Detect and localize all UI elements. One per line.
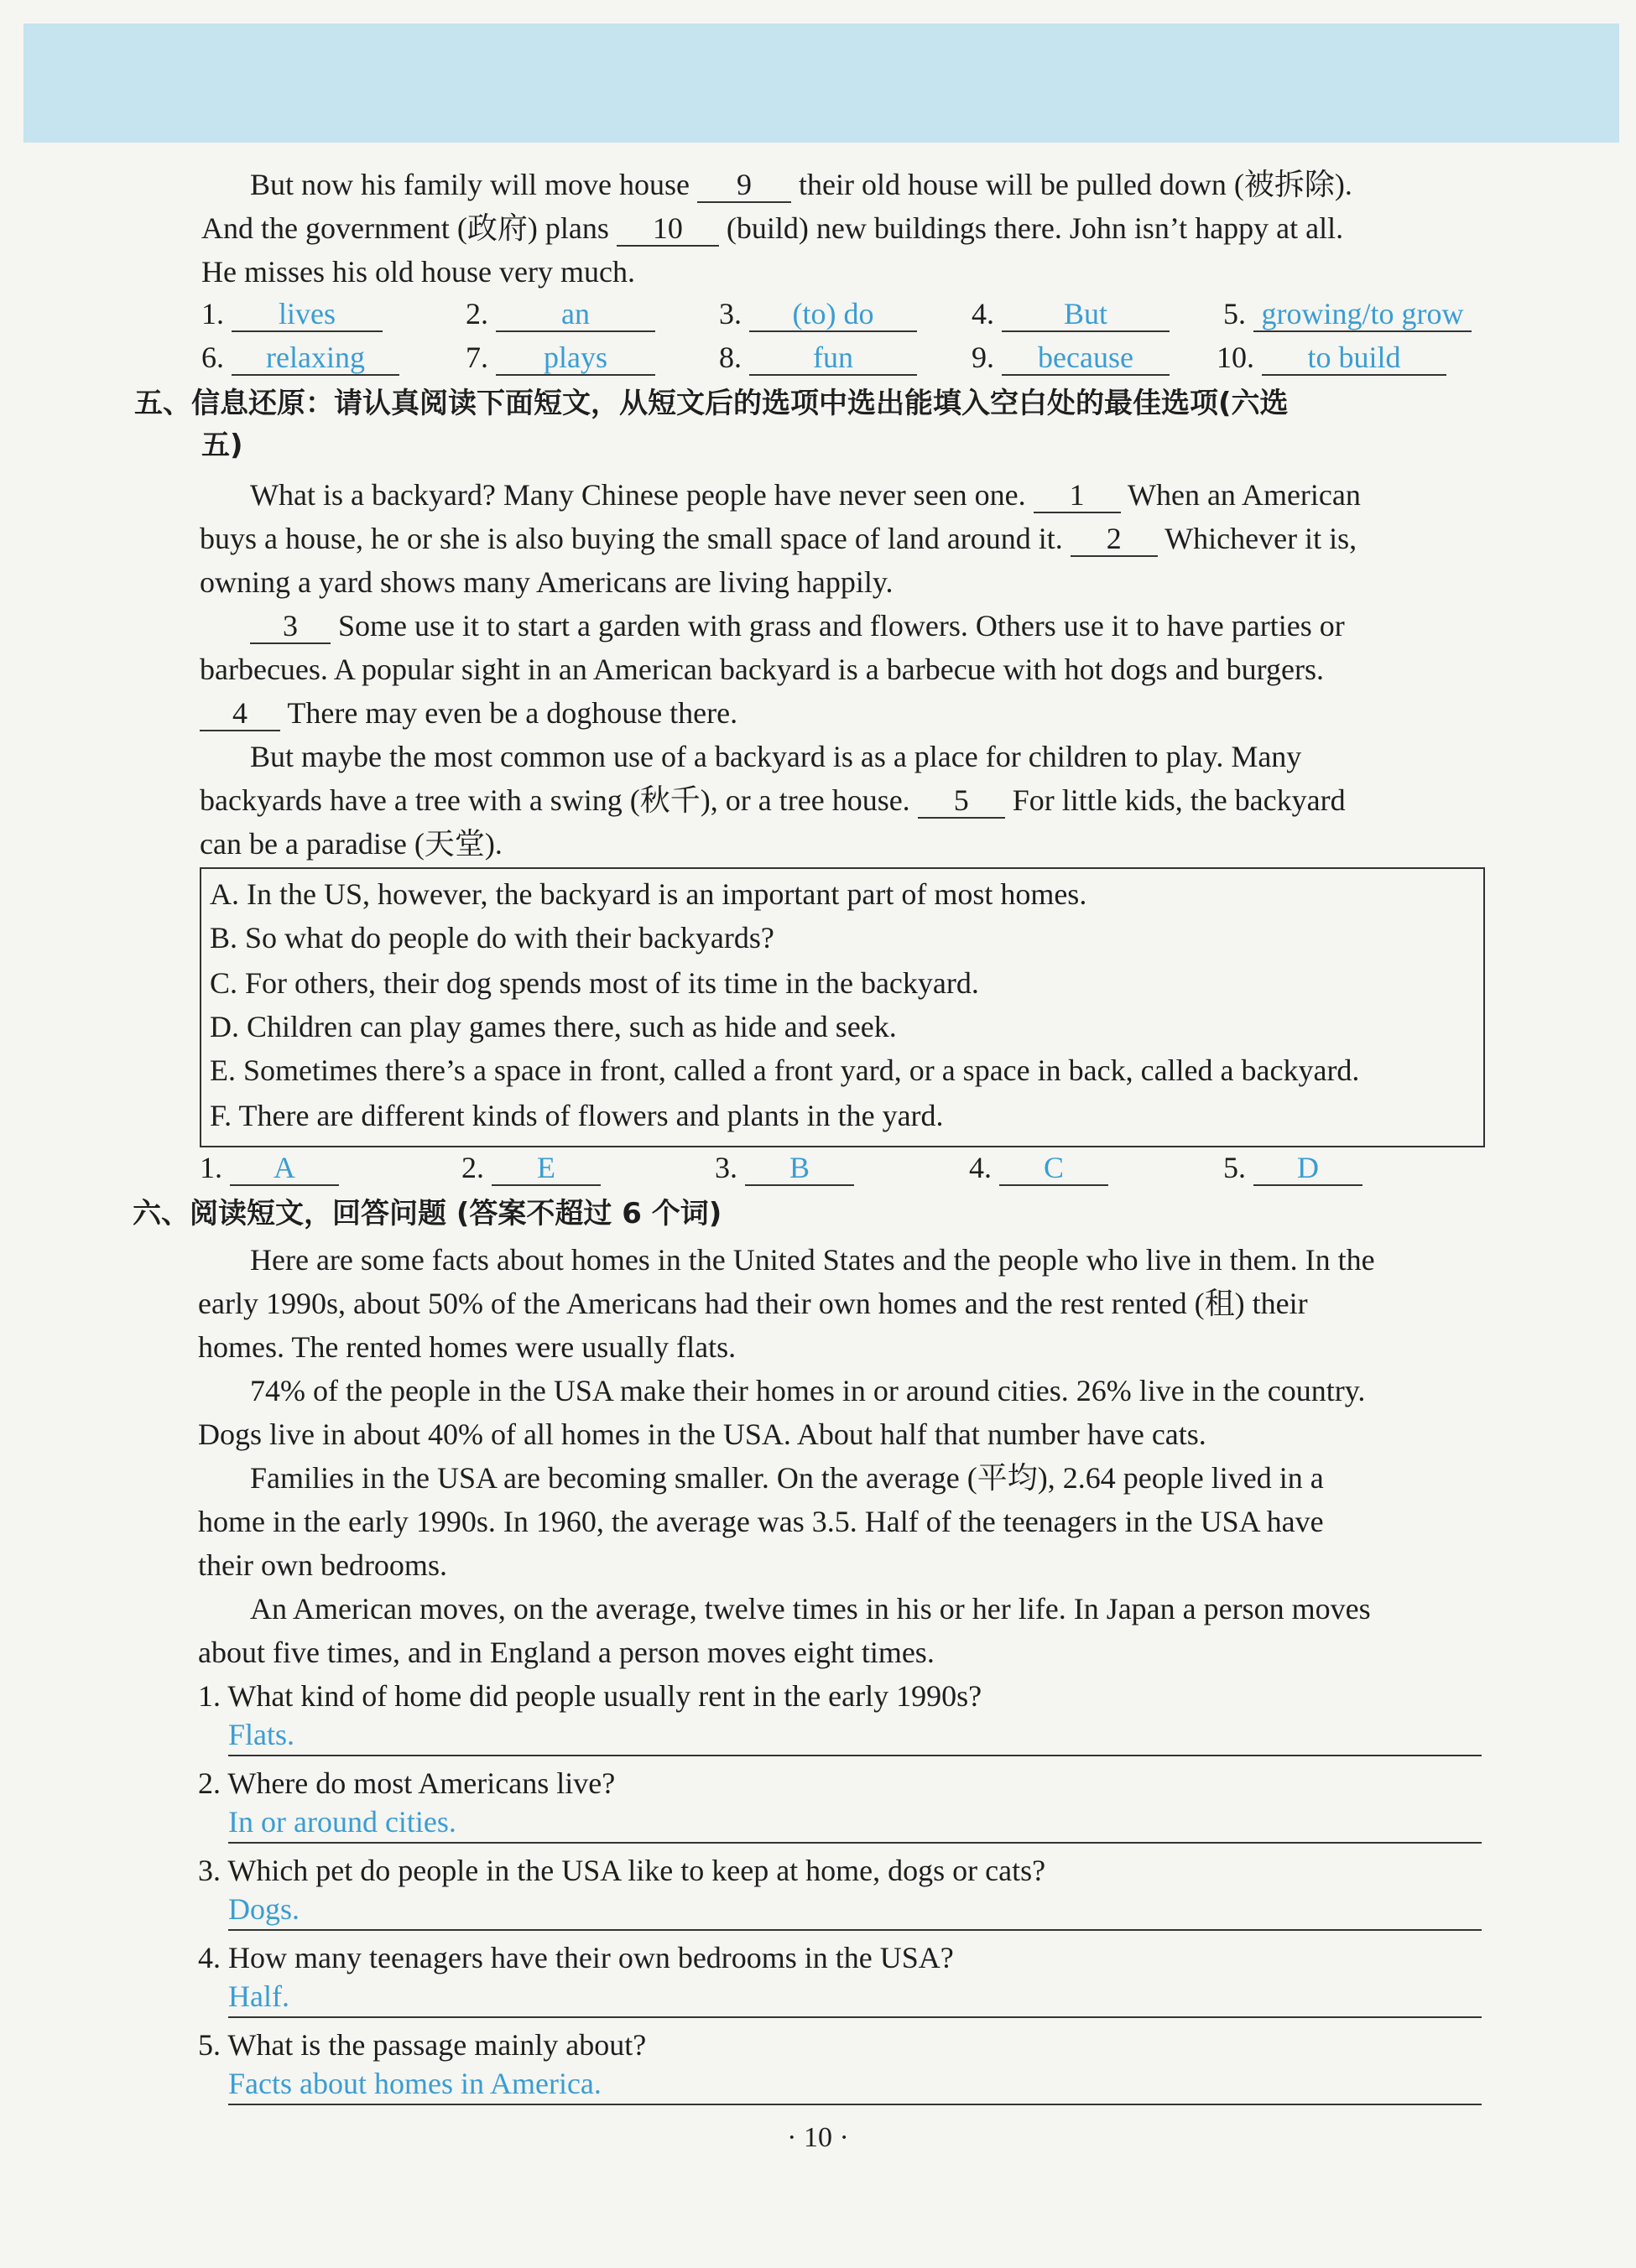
blank-5-4[interactable]: 4 [200,696,280,731]
answer-4-1: 1. lives [201,294,383,334]
answer-5-4: 4. C [969,1147,1108,1188]
question-2: 2. Where do most Americans live? [198,1766,616,1800]
answer-4-9: 9. because [972,337,1170,377]
blank-5-2[interactable]: 2 [1071,522,1158,557]
passage-line: home in the early 1990s. In 1960, the average was 3.5. Half of the teenagers in the USA have [198,1505,1324,1538]
answer-line-5[interactable]: Facts about homes in America. [228,2063,1482,2105]
option-c: C. For others, their dog spends most of its time in the backyard. [210,966,979,1000]
passage-line: about five times, and in England a person moves eight times. [198,1636,935,1669]
passage-line: Dogs live in about 40% of all homes in the USA. About half that number have cats. [198,1418,1206,1451]
question-1: 1. What kind of home did people usually rent in the early 1990s? [198,1679,982,1713]
answer-5-1: 1. A [200,1147,339,1188]
passage-line: 3 Some use it to start a garden with grass and flowers. Others use it to have parties or [250,606,1345,646]
option-f: F. There are different kinds of flowers and plants in the yard. [210,1099,944,1132]
answer-5-5: 5. D [1223,1147,1362,1188]
passage-line: backyards have a tree with a swing (秋千), or a tree house. 5 For little kids, the backyard [200,783,1346,817]
answer-line-2[interactable]: In or around cities. [228,1802,1482,1844]
blank-5-5[interactable]: 5 [918,783,1005,819]
section-5-heading: 五、信息还原：请认真阅读下面短文，从短文后的选项中选出能填入空白处的最佳选项(六选 [134,387,1289,420]
answer-line-4[interactable]: Half. [228,1976,1482,2018]
option-e: E. Sometimes there’s a space in front, called a front yard, or a space in back, called a backyard. [210,1053,1360,1087]
passage-line: An American moves, on the average, twelve times in his or her life. In Japan a person moves [250,1592,1371,1626]
blank-5-1[interactable]: 1 [1034,478,1121,513]
answer-4-7: 7. plays [466,337,655,377]
answer-4-6: 6. relaxing [201,337,399,377]
section-5-heading-cont: 五) [201,429,243,462]
passage-line: can be a paradise (天堂). [200,827,503,861]
passage-line: their own bedrooms. [198,1548,447,1582]
options-box [200,867,1485,1147]
passage-line: What is a backyard? Many Chinese people have never seen one. 1 When an American [250,478,1361,512]
blank-10[interactable]: 10 [617,211,719,247]
answer-5-3: 3. B [715,1147,854,1188]
answer-4-4: 4. But [972,294,1170,334]
question-4: 4. How many teenagers have their own bedrooms in the USA? [198,1941,954,1974]
passage-line: Here are some facts about homes in the United States and the people who live in them. In the [250,1243,1375,1277]
answer-line-3[interactable]: Dogs. [228,1889,1482,1931]
passage-line: early 1990s, about 50% of the Americans had their own homes and the rest rented (租) their [198,1287,1308,1320]
section-6-heading: 六、阅读短文，回答问题 (答案不超过 6 个词) [133,1197,722,1230]
question-5: 5. What is the passage mainly about? [198,2028,647,2062]
passage-line: barbecues. A popular sight in an American backyard is a barbecue with hot dogs and burgers. [200,653,1324,686]
passage-line: Families in the USA are becoming smaller. On the average (平均), 2.64 people lived in a [250,1461,1324,1495]
answer-4-2: 2. an [466,294,655,334]
option-d: D. Children can play games there, such as hide and seek. [210,1010,897,1043]
page-number: · 10 · [787,2122,849,2153]
passage-line: owning a yard shows many Americans are living happily. [200,565,894,599]
answer-4-3: 3. (to) do [719,294,917,334]
answer-5-2: 2. E [461,1147,601,1188]
passage-line: But maybe the most common use of a backyard is as a place for children to play. Many [250,740,1302,773]
passage-line: 74% of the people in the USA make their homes in or around cities. 26% live in the country. [250,1374,1366,1407]
answer-4-8: 8. fun [719,337,917,377]
passage-line: buys a house, he or she is also buying the small space of land around it. 2 Whichever it is, [200,522,1357,555]
passage-line: homes. The rented homes were usually flats. [198,1330,737,1364]
passage-line: And the government (政府) plans 10 (build) new buildings there. John isn’t happy at all. [201,211,1344,245]
option-b: B. So what do people do with their backyards? [210,921,774,955]
answer-4-5: 5. growing/to grow [1223,294,1472,334]
option-a: A. In the US, however, the backyard is an important part of most homes. [210,877,1087,911]
blank-5-3[interactable]: 3 [250,609,331,644]
passage-line: He misses his old house very much. [201,255,635,289]
passage-line: 4 There may even be a doghouse there. [200,693,737,733]
answer-4-10: 10. to build [1217,337,1446,377]
blank-9[interactable]: 9 [697,168,791,203]
passage-line: But now his family will move house 9 their old house will be pulled down (被拆除). [250,168,1352,201]
answer-line-1[interactable]: Flats. [228,1714,1482,1756]
question-3: 3. Which pet do people in the USA like to keep at home, dogs or cats? [198,1854,1046,1887]
